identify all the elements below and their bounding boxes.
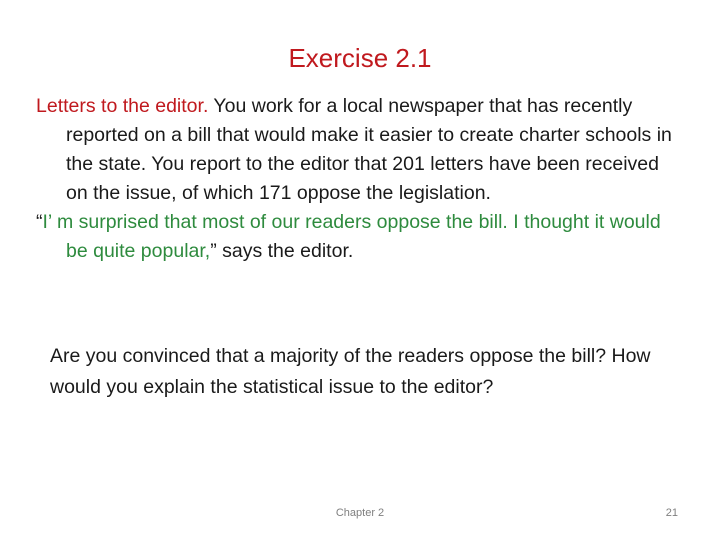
scenario-paragraph xyxy=(36,92,686,208)
exercise-prompt xyxy=(36,92,686,266)
quote-close-mark: ” xyxy=(210,240,217,262)
quote-open-mark: “ xyxy=(36,211,43,233)
exercise-question: Are you convinced that a majority of the readers oppose the bill? How would you explain the statistical issue to the editor? xyxy=(50,345,651,398)
scenario-body: You work for a local newspaper that has recently reported on a bill that would make it easier to create charter schools in the state. You report to the editor that 201 letters have been received on the issue, of which 171 oppose the legislation. xyxy=(66,95,672,204)
editor-quote: I’ m surprised that most of our readers oppose the bill. I thought it would be quite popular, xyxy=(42,211,661,262)
scenario-lead: Letters to the editor. xyxy=(36,95,209,117)
footer-page-number: 21 xyxy=(665,507,678,519)
quote-attribution: says the editor. xyxy=(216,240,354,262)
editor-quote-paragraph xyxy=(36,208,686,266)
footer-chapter: Chapter 2 xyxy=(335,507,385,519)
slide-title: Exercise 2.1 xyxy=(288,43,432,73)
